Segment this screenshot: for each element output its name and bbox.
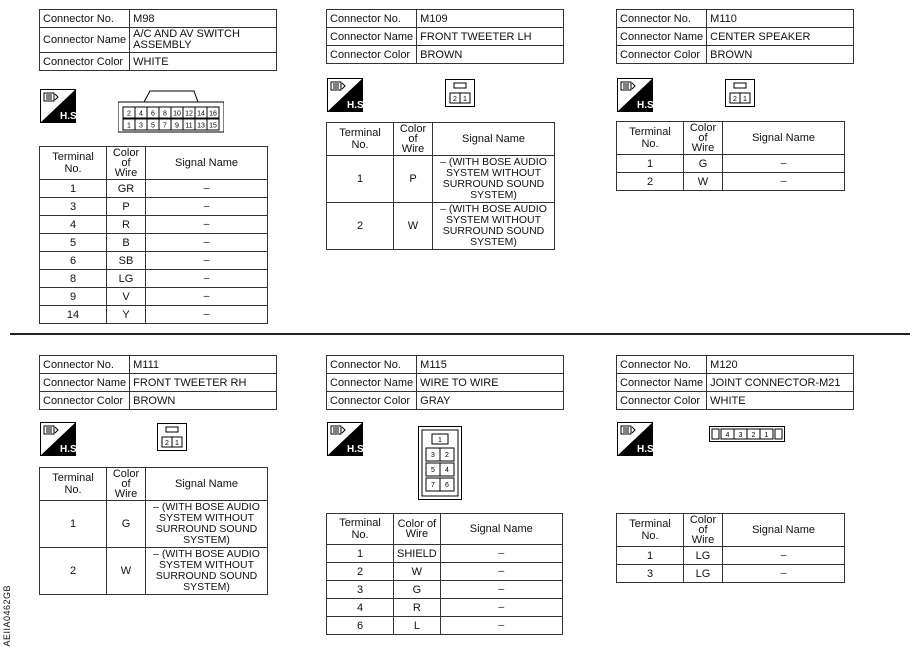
signal-name-cell: – (WITH BOSE AUDIO SYSTEM WITHOUT SURROUND SOUND SYSTEM) (146, 501, 268, 548)
label-connector-no: Connector No. (327, 10, 417, 28)
pin-label: 4 (445, 467, 449, 474)
col-signal-name: Signal Name (433, 123, 555, 156)
table-row (40, 548, 268, 595)
connector-name-value: CENTER SPEAKER (707, 28, 854, 46)
label-connector-color: Connector Color (617, 46, 707, 64)
terminal-no-cell: 5 (40, 234, 107, 252)
col-color-of-wire: Color of Wire (394, 123, 433, 156)
table-row (40, 198, 268, 216)
pin-label: 2 (733, 96, 737, 103)
wire-color-cell: W (684, 173, 723, 191)
pin-label: 1 (127, 122, 131, 130)
terminal-no-cell: 1 (617, 547, 684, 565)
pin-label: 2 (165, 440, 169, 447)
label-connector-no: Connector No. (617, 10, 707, 28)
pin-label: 1 (463, 96, 467, 103)
terminal-no-cell: 8 (40, 270, 107, 288)
label-connector-name: Connector Name (617, 374, 707, 392)
connector-m98-pin-diagram (118, 87, 224, 133)
wire-color-cell: W (107, 548, 146, 595)
pin-label: 6 (151, 110, 155, 118)
signal-name-cell: – (146, 252, 268, 270)
signal-name-cell: – (440, 581, 562, 599)
signal-name-cell: – (146, 180, 268, 198)
terminal-no-cell: 14 (40, 306, 107, 324)
connector-color-value: BROWN (417, 46, 564, 64)
terminal-no-cell: 1 (327, 545, 394, 563)
connector-m111-header (39, 355, 277, 410)
label-connector-color: Connector Color (617, 392, 707, 410)
connector-m110-header (616, 9, 854, 64)
pin-label: 3 (431, 452, 435, 459)
terminal-no-cell: 1 (327, 156, 394, 203)
connector-color-value: BROWN (707, 46, 854, 64)
connector-name-value: FRONT TWEETER LH (417, 28, 564, 46)
terminal-no-cell: 2 (327, 203, 394, 250)
signal-name-cell: – (440, 545, 562, 563)
signal-name-cell: – (440, 563, 562, 581)
label-connector-no: Connector No. (327, 356, 417, 374)
pin-label: 11 (185, 122, 193, 130)
label-connector-name: Connector Name (327, 28, 417, 46)
pin-label: 2 (445, 452, 449, 459)
table-row (40, 501, 268, 548)
terminal-no-cell: 2 (40, 548, 107, 595)
pin-label: 10 (173, 110, 181, 118)
col-terminal-no: Terminal No. (327, 514, 394, 545)
label-connector-name: Connector Name (40, 28, 130, 53)
pin-label: 3 (738, 432, 743, 439)
signal-name-cell: – (723, 547, 845, 565)
hs-icon (40, 89, 76, 123)
wire-color-cell: G (684, 155, 723, 173)
hs-icon (40, 422, 76, 456)
signal-name-cell: – (723, 173, 845, 191)
wire-color-cell: P (107, 198, 146, 216)
terminal-no-cell: 3 (327, 581, 394, 599)
connector-name-value: A/C AND AV SWITCH ASSEMBLY (130, 28, 277, 53)
table-row (40, 270, 268, 288)
signal-name-cell: – (440, 617, 562, 635)
wire-color-cell: V (107, 288, 146, 306)
label-connector-name: Connector Name (617, 28, 707, 46)
col-color-of-wire: Color of Wire (394, 514, 441, 545)
signal-name-cell: – (723, 565, 845, 583)
pin-label: 1 (438, 437, 442, 444)
label-connector-no: Connector No. (617, 356, 707, 374)
pin-label: 1 (764, 432, 769, 439)
table-row (327, 563, 563, 581)
col-terminal-no: Terminal No. (327, 123, 394, 156)
table-row (617, 173, 845, 191)
terminal-no-cell: 6 (40, 252, 107, 270)
col-terminal-no: Terminal No. (617, 122, 684, 155)
col-signal-name: Signal Name (440, 514, 562, 545)
signal-name-cell: – (WITH BOSE AUDIO SYSTEM WITHOUT SURROUND SOUND SYSTEM) (146, 548, 268, 595)
pin-label: 1 (743, 96, 747, 103)
figure-code: AEIIA0462GB (2, 585, 12, 647)
pin-label: 7 (163, 122, 167, 130)
label-connector-color: Connector Color (327, 392, 417, 410)
terminal-no-cell: 3 (40, 198, 107, 216)
wire-color-cell: SB (107, 252, 146, 270)
wire-color-cell: LG (684, 565, 723, 583)
wire-color-cell: GR (107, 180, 146, 198)
hs-icon (617, 422, 653, 456)
col-color-of-wire: Color of Wire (107, 468, 146, 501)
hs-icon (327, 422, 363, 456)
connector-m120-pin-diagram (709, 426, 785, 442)
connector-color-value: BROWN (130, 392, 277, 410)
pin-label: 14 (197, 110, 205, 118)
terminal-no-cell: 4 (327, 599, 394, 617)
connector-m120-header (616, 355, 854, 410)
col-terminal-no: Terminal No. (40, 468, 107, 501)
table-row (327, 617, 563, 635)
pin-label: 5 (151, 122, 155, 130)
terminal-no-cell: 1 (40, 501, 107, 548)
signal-name-cell: – (WITH BOSE AUDIO SYSTEM WITHOUT SURROUND SOUND SYSTEM) (433, 203, 555, 250)
table-row (617, 547, 845, 565)
pin-label: 7 (431, 482, 435, 489)
connector-m111-terminal-table (39, 467, 268, 595)
terminal-no-cell: 9 (40, 288, 107, 306)
wire-color-cell: R (394, 599, 441, 617)
signal-name-cell: – (146, 216, 268, 234)
pin-label: 2 (127, 110, 131, 118)
signal-name-cell: – (440, 599, 562, 617)
terminal-no-cell: 6 (327, 617, 394, 635)
col-color-of-wire: Color of Wire (107, 147, 146, 180)
table-row (617, 565, 845, 583)
col-color-of-wire: Color of Wire (684, 122, 723, 155)
pin-label: 5 (431, 467, 435, 474)
pin-label: 16 (209, 110, 217, 118)
label-connector-name: Connector Name (40, 374, 130, 392)
col-signal-name: Signal Name (723, 122, 845, 155)
signal-name-cell: – (146, 234, 268, 252)
col-signal-name: Signal Name (146, 147, 268, 180)
connector-m115-terminal-table (326, 513, 563, 635)
connector-m109-header (326, 9, 564, 64)
pin-label: 1 (175, 440, 179, 447)
connector-no-value: M115 (417, 356, 564, 374)
terminal-no-cell: 3 (617, 565, 684, 583)
wire-color-cell: G (107, 501, 146, 548)
wire-color-cell: W (394, 563, 441, 581)
section-divider (10, 333, 910, 335)
connector-m110-pin-diagram (725, 79, 755, 107)
table-row (40, 252, 268, 270)
pin-label: 3 (139, 122, 143, 130)
pin-label: 6 (445, 482, 449, 489)
terminal-no-cell: 2 (617, 173, 684, 191)
connector-color-value: WHITE (130, 53, 277, 71)
wire-color-cell: R (107, 216, 146, 234)
table-row (327, 545, 563, 563)
terminal-no-cell: 2 (327, 563, 394, 581)
terminal-no-cell: 4 (40, 216, 107, 234)
wire-color-cell: LG (107, 270, 146, 288)
pin-label: 12 (185, 110, 193, 118)
connector-m115-header (326, 355, 564, 410)
wire-color-cell: SHIELD (394, 545, 441, 563)
table-row (327, 599, 563, 617)
signal-name-cell: – (146, 270, 268, 288)
col-terminal-no: Terminal No. (40, 147, 107, 180)
col-color-of-wire: Color of Wire (684, 514, 723, 547)
table-row (617, 155, 845, 173)
pin-label: 13 (197, 122, 205, 130)
label-connector-no: Connector No. (40, 356, 130, 374)
pin-label: 8 (163, 110, 167, 118)
connector-m109-pin-diagram (445, 79, 475, 107)
connector-name-value: WIRE TO WIRE (417, 374, 564, 392)
connector-color-value: GRAY (417, 392, 564, 410)
connector-no-value: M110 (707, 10, 854, 28)
wire-color-cell: P (394, 156, 433, 203)
terminal-no-cell: 1 (40, 180, 107, 198)
table-row (40, 306, 268, 324)
table-row (40, 216, 268, 234)
connector-m110-terminal-table (616, 121, 845, 191)
signal-name-cell: – (723, 155, 845, 173)
connector-no-value: M98 (130, 10, 277, 28)
terminal-no-cell: 1 (617, 155, 684, 173)
pin-label: 4 (725, 432, 730, 439)
col-signal-name: Signal Name (146, 468, 268, 501)
table-row (40, 234, 268, 252)
wire-color-cell: LG (684, 547, 723, 565)
connector-m109-terminal-table (326, 122, 555, 250)
label-connector-color: Connector Color (40, 392, 130, 410)
hs-icon (617, 78, 653, 112)
connector-name-value: JOINT CONNECTOR-M21 (707, 374, 854, 392)
table-row (40, 288, 268, 306)
signal-name-cell: – (146, 198, 268, 216)
wire-color-cell: W (394, 203, 433, 250)
connector-m115-pin-diagram (418, 426, 462, 500)
wire-color-cell: G (394, 581, 441, 599)
connector-no-value: M111 (130, 356, 277, 374)
pin-label: 9 (175, 122, 179, 130)
hs-icon (327, 78, 363, 112)
connector-no-value: M109 (417, 10, 564, 28)
pin-label: 15 (209, 122, 217, 130)
label-connector-no: Connector No. (40, 10, 130, 28)
pin-label: 2 (453, 96, 457, 103)
connector-m98-header (39, 9, 277, 71)
wire-color-cell: B (107, 234, 146, 252)
table-row (327, 203, 555, 250)
pin-label: 4 (139, 110, 143, 118)
connector-color-value: WHITE (707, 392, 854, 410)
wire-color-cell: Y (107, 306, 146, 324)
pin-label: 2 (751, 432, 756, 439)
label-connector-name: Connector Name (327, 374, 417, 392)
signal-name-cell: – (146, 306, 268, 324)
table-row (327, 156, 555, 203)
wire-color-cell: L (394, 617, 441, 635)
col-terminal-no: Terminal No. (617, 514, 684, 547)
connector-no-value: M120 (707, 356, 854, 374)
connector-m111-pin-diagram (157, 423, 187, 451)
connector-m120-terminal-table (616, 513, 845, 583)
label-connector-color: Connector Color (327, 46, 417, 64)
col-signal-name: Signal Name (723, 514, 845, 547)
label-connector-color: Connector Color (40, 53, 130, 71)
table-row (40, 180, 268, 198)
signal-name-cell: – (WITH BOSE AUDIO SYSTEM WITHOUT SURROUND SOUND SYSTEM) (433, 156, 555, 203)
connector-m98-terminal-table (39, 146, 268, 324)
connector-name-value: FRONT TWEETER RH (130, 374, 277, 392)
signal-name-cell: – (146, 288, 268, 306)
table-row (327, 581, 563, 599)
